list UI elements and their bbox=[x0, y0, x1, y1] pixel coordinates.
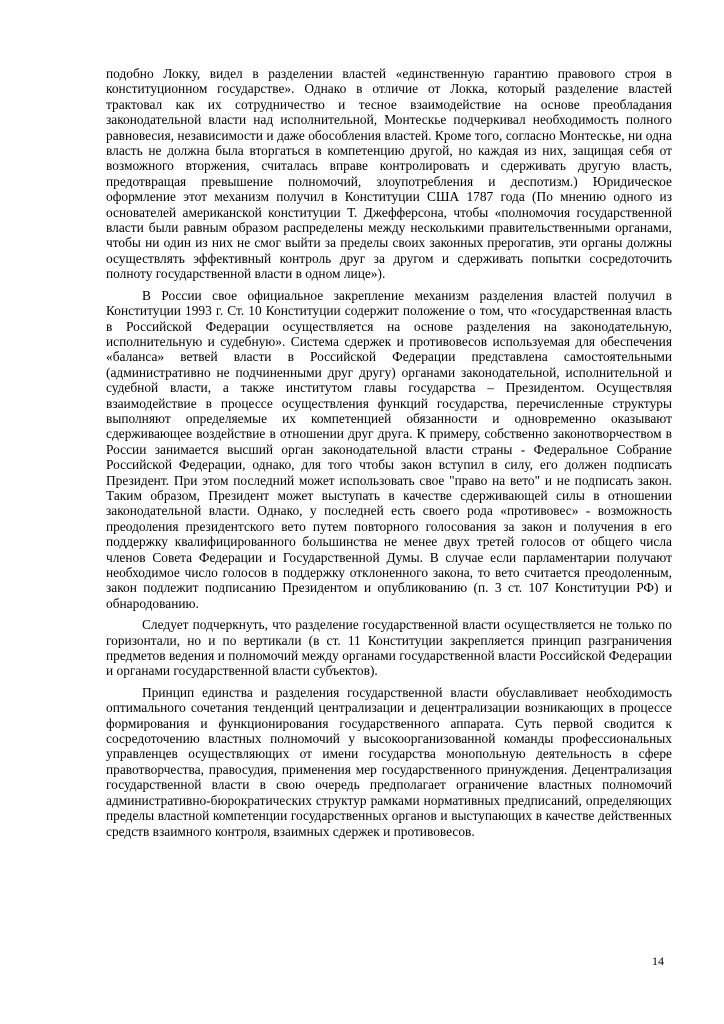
paragraph-1: подобно Локку, видел в разделении властей «единственную гарантию правового строя в конституционном государстве». Однако в отличие от Локка, который разделение властей трактовал как их сотрудничество и тесное взаимодействие на основе преобладания законодательной власти над исполнительной, Монтескье подчеркивал необходимость полного равновесия, независимости и даже обособления властей. Кроме того, согласно Монтескье, ни одна власть не должна была вторгаться в компетенцию другой, но каждая из них, защищая себя от возможного вторжения, считалась вправе контролировать и сдерживать другую власть, предотвращая превышение полномочий, злоупотребления и деспотизм.) Юридическое оформление этот механизм получил в Конституции США 1787 года (По мнению одного из основателей американской конституции Т. Джефферсона, чтобы «полномочия государственной власти были равным образом распределены между несколькими правительственными органами, чтобы ни один из них не смог выйти за пределы своих законных прерогатив, эти органы должны осуществлять эффективный контроль друг за другом и сдерживать попытки сосредоточить полноту государственной власти в одном лице»). bbox=[106, 66, 672, 282]
document-body bbox=[106, 66, 672, 839]
paragraph-2: В России свое официальное закрепление механизм разделения властей получил в Конституции 1993 г. Ст. 10 Конституции содержит положение о том, что «государственная власть в Российской Федерации осуществляется на основе разделения на законодательную, исполнительную и судебную». Система сдержек и противовесов используемая для обеспечения «баланса» ветвей власти в Российской Федерации представлена самостоятельными (административно не подчиненными друг другу) органами законодательной, исполнительной и судебной власти, а также институтом главы государства – Президентом. Осуществляя взаимодействие в процессе осуществления функций государства, перечисленные структуры выполняют определяемые их компетенцией обязанности и одновременно оказывают сдерживающее воздействие в отношении друг друга. К примеру, собственно законотворчеством в России занимается высший орган законодательной власти страны - Федеральное Собрание Российской Федерации, однако, для того чтобы закон вступил в силу, его должен подписать Президент. При этом последний может использовать свое "право на вето" и не подписать закон. Таким образом, Президент может выступать в качестве сдерживающей силы в отношении законодательной власти. Однако, у последней есть своего рода «противовес» - возможность преодоления президентского вето путем повторного голосования за закон и получения в его поддержку квалифицированного большинства не менее двух третей голосов от общего числа членов Совета Федерации и Государственной Думы. В случае если парламентарии получают необходимое число голосов в поддержку отклоненного закона, то вето считается преодоленным, закон подлежит подписанию Президентом и опубликованию (п. 3 ст. 107 Конституции РФ) и обнародованию. bbox=[106, 287, 672, 611]
page-number: 14 bbox=[652, 954, 664, 968]
paragraph-4: Принцип единства и разделения государственной власти обуславливает необходимость оптимального сочетания тенденций централизации и децентрализации возникающих в процессе формирования и функционирования государственного аппарата. Суть первой сводится к сосредоточению властных полномочий у высокоорганизованной команды профессиональных управленцев осуществляющих от имени государства монопольную деятельность в сфере правотворчества, правосудия, применения мер государственного принуждения. Децентрализация государственной власти в свою очередь предполагает ограничение властных полномочий административно-бюрократических структур рамками нормативных предписаний, определяющих пределы властной компетенции государственных органов и выступающих в качестве действенных средств взаимного контроля, взаимных сдержек и противовесов. bbox=[106, 684, 672, 839]
paragraph-3: Следует подчеркнуть, что разделение государственной власти осуществляется не только по горизонтали, но и по вертикали (в ст. 11 Конституции закрепляется принцип разграничения предметов ведения и полномочий между органами государственной власти Российской Федерации и органами государственной власти субъектов). bbox=[106, 617, 672, 679]
